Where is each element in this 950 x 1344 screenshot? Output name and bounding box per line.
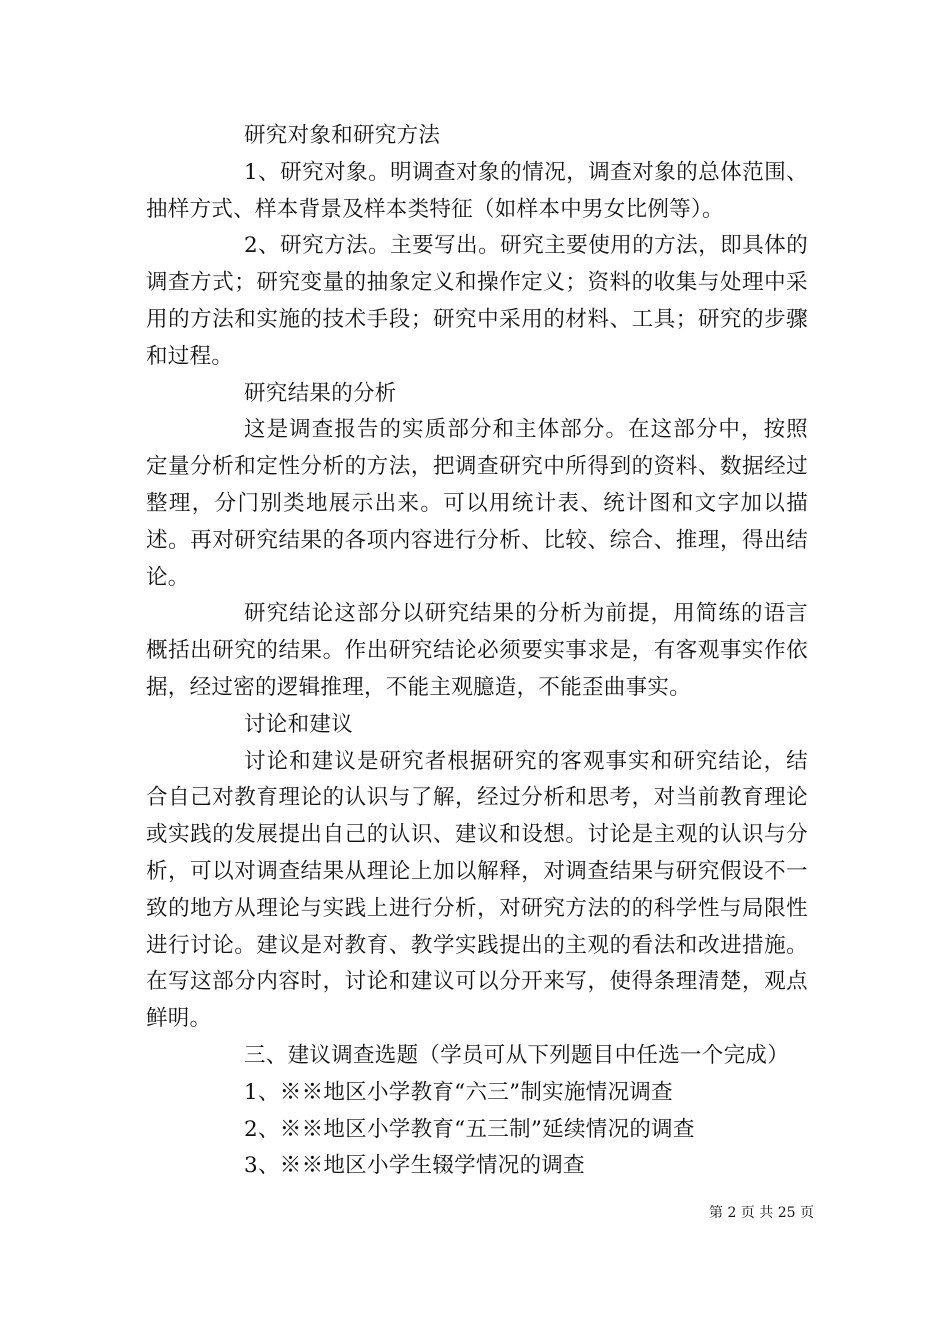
topic-item-2: 2、※※地区小学教育“五三制”延续情况的调查	[244, 1116, 695, 1142]
paragraph-discussion: 讨论和建议是研究者根据研究的客观事实和研究结论，结合自己对教育理论的认识与了解，经过分析和思考，对当前教育理论或实践的发展提出自己的认识、建议和设想。讨论是主观的认识与分析，可以对调查结果从理论上加以解释，对调查结果与研究假设不一致的地方从理论与实践上进行分析，对研究方法的的科学性与局限性进行讨论。建议是对教育、教学实践提出的主观的看法和改进措施。在写这部分内容时，讨论和建议可以分开来写，使得条理清楚，观点鲜明。	[146, 748, 808, 1032]
topic-item-1: 1、※※地区小学教育“六三”制实施情况调查	[244, 1079, 673, 1105]
paragraph-research-subjects: 1、研究对象。明调查对象的情况，调查对象的总体范围、抽样方式、样本背景及样本类特征（如样本中男女比例等）。	[146, 159, 808, 222]
section-heading-results-analysis: 研究结果的分析	[244, 380, 397, 406]
page-number-footer: 第 2 页 共 25 页	[709, 1205, 814, 1221]
topic-item-3: 3、※※地区小学生辍学情况的调查	[244, 1153, 585, 1179]
section-heading-subjects-methods: 研究对象和研究方法	[244, 123, 441, 148]
section-heading-topics: 三、建议调查选题（学员可从下列题目中任选一个完成）	[244, 1042, 790, 1068]
document-body	[146, 118, 808, 1185]
paragraph-results-analysis: 这是调查报告的实质部分和主体部分。在这部分中，按照定量分析和定性分析的方法，把调查研究中所得到的资料、数据经过整理，分门别类地展示出来。可以用统计表、统计图和文字加以描述。再对研究结果的各项内容进行分析、比较、综合、推理，得出结论。	[146, 417, 808, 590]
section-heading-discussion: 讨论和建议	[244, 711, 354, 737]
paragraph-research-conclusion: 研究结论这部分以研究结果的分析为前提，用简练的语言概括出研究的结果。作出研究结论必须要实事求是，有客观事实作依据，经过密的逻辑推理，不能主观臆造，不能歪曲事实。	[146, 601, 808, 700]
paragraph-research-methods: 2、研究方法。主要写出。研究主要使用的方法，即具体的调查方式；研究变量的抽象定义和操作定义；资料的收集与处理中采用的方法和实施的技术手段；研究中采用的材料、工具；研究的步骤和过程。	[146, 233, 808, 369]
